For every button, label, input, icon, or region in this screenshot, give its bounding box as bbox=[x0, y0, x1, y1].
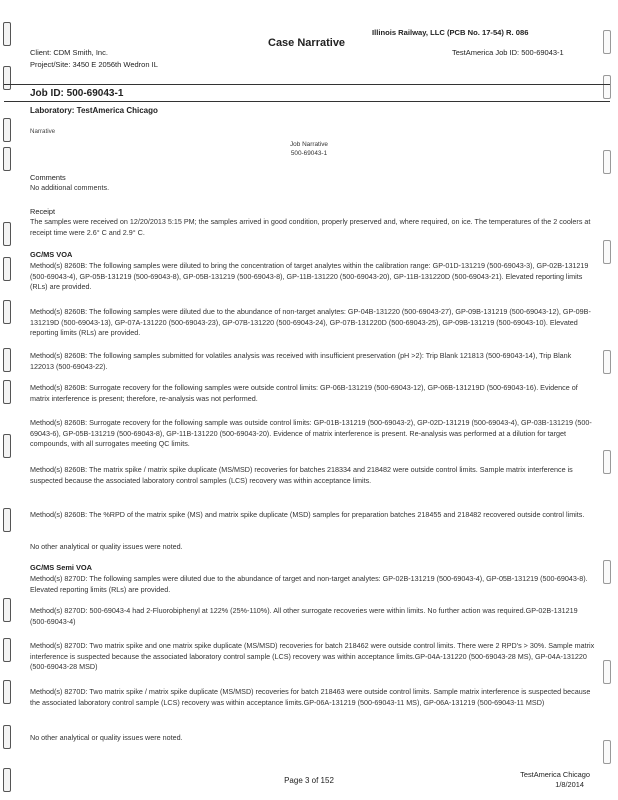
binder-tab bbox=[3, 257, 11, 281]
semi-paragraph-2: Method(s) 8270D: 500-69043-4 had 2-Fluorobiphenyl at 122% (25%-110%). All other surrogate recoveries were within limits. No further action was required.GP-02B-131219 (500-69043-4) bbox=[30, 606, 578, 626]
divider bbox=[4, 84, 610, 85]
client-line: Client: CDM Smith, Inc. bbox=[30, 48, 108, 57]
receipt-text: The samples were received on 12/20/2013 5:15 PM; the samples arrived in good condition, properly preserved and, where required, on ice. The temperatures of the 2 coolers at receipt time were 2.6° C and 2.9° C. bbox=[30, 217, 591, 237]
binder-tab bbox=[603, 560, 611, 584]
voa-paragraph-5: Method(s) 8260B: Surrogate recovery for the following sample was outside control limits: GP-01B-131219 (500-69043-2), GP-02D-131219 (500-69043-4), GP-03B-131219 (500-69043-6), GP-05B-131219 (500-69043-8), GP-11B-131220 (500-69043-20). Evidence of matrix interference is present. Re-analysis was performed at a dilution for target compounds, with all surrogates meeting QC limits. bbox=[30, 418, 592, 449]
page-title: Case Narrative bbox=[268, 37, 346, 49]
voa-closing: No other analytical or quality issues were noted. bbox=[30, 542, 183, 551]
binder-tab bbox=[603, 30, 611, 54]
job-narrative-number: 500-69043-1 bbox=[290, 150, 328, 157]
binder-tab bbox=[3, 638, 11, 662]
semi-closing: No other analytical or quality issues were noted. bbox=[30, 733, 183, 742]
binder-tab bbox=[3, 434, 11, 458]
semi-paragraph-1: Method(s) 8270D: The following samples were diluted due to the abundance of target and non-target analytes: GP-02B-131219 (500-69043-4), GP-05B-131219 (500-69043-8). Elevated reporting limits (RLs) are provided. bbox=[30, 574, 588, 594]
binder-tab bbox=[3, 725, 11, 749]
binder-tab bbox=[603, 450, 611, 474]
binder-tab bbox=[3, 680, 11, 704]
page-number: Page 3 of 152 bbox=[284, 776, 334, 785]
voa-paragraph-1: Method(s) 8260B: The following samples were diluted to bring the concentration of target analytes within the calibration range: GP-01D-131219 (500-69043-3), GP-02B-131219 (500-69043-4), GP-05B-131219 (500-69043-8), GP-05B-131219 (500-69043-8), GP-11B-131220 (500-69043-20), GP-11B-131220D (500-69043-21). Elevated reporting limits (RLs) are provided. bbox=[30, 261, 589, 292]
laboratory-heading: Laboratory: TestAmerica Chicago bbox=[30, 106, 158, 115]
binder-tab bbox=[603, 240, 611, 264]
voa-paragraph-4: Method(s) 8260B: Surrogate recovery for the following samples were outside control limits: GP-06B-131219 (500-69043-12), GP-06B-131219D (500-69043-16). Evidence of matrix interference is present; therefore, re-analysis was not performed. bbox=[30, 383, 578, 403]
binder-tab bbox=[3, 222, 11, 246]
report-reference: Illinois Railway, LLC (PCB No. 17-54) R. 086 bbox=[372, 28, 529, 37]
voa-paragraph-6: Method(s) 8260B: The matrix spike / matrix spike duplicate (MS/MSD) recoveries for batches 218334 and 218482 were outside control limits. Sample matrix interference is suspected because the associated laboratory control samples (LCS) recovery was within acceptance limits. bbox=[30, 465, 573, 485]
lab-job-id: TestAmerica Job ID: 500-69043-1 bbox=[452, 48, 564, 57]
narrative-label: Narrative bbox=[30, 128, 56, 135]
voa-paragraph-2: Method(s) 8260B: The following samples were diluted due to the abundance of non-target analytes: GP-04B-131220 (500-69043-27), GP-09B-131219 (500-69043-12), GP-09B-131219D (500-69043-13), GP-07A-131220 (500-69043-23), GP-07B-131220 (500-69043-24), GP-07B-131220D (500-69043-25), GP-09B-131219 (500-69043-10). Elevated reporting limits (RLs) are provided. bbox=[30, 307, 591, 338]
binder-tab bbox=[603, 740, 611, 764]
job-id-heading: Job ID: 500-69043-1 bbox=[30, 88, 124, 99]
binder-tab bbox=[3, 118, 11, 142]
binder-tab bbox=[603, 350, 611, 374]
voa-paragraph-3: Method(s) 8260B: The following samples submitted for volatiles analysis was received with insufficient preservation (pH >2): Trip Blank 121813 (500-69043-14), Trip Blank 122013 (500-69043-22). bbox=[30, 351, 572, 371]
binder-tab bbox=[3, 598, 11, 622]
binder-tab bbox=[603, 75, 611, 99]
gcms-semi-voa-heading: GC/MS Semi VOA bbox=[30, 563, 93, 572]
binder-tab bbox=[3, 300, 11, 324]
project-line: Project/Site: 3450 E 2056th Wedron IL bbox=[30, 60, 158, 69]
binder-tab bbox=[3, 22, 11, 46]
binder-tab bbox=[3, 508, 11, 532]
semi-paragraph-4: Method(s) 8270D: Two matrix spike / matrix spike duplicate (MS/MSD) recoveries for batch 218463 were outside control limits. Sample matrix interference is suspected because the associated laboratory control sample (LCS) recovery was within acceptance limits.GP-06A-131219 (500-69043-11 MS), GP-06A-131219 (500-69043-11 MSD) bbox=[30, 687, 591, 707]
binder-tab bbox=[3, 348, 11, 372]
divider bbox=[4, 101, 610, 102]
binder-tab bbox=[3, 66, 11, 90]
binder-tab bbox=[603, 660, 611, 684]
comments-heading: Comments bbox=[30, 173, 66, 182]
footer-date: 1/8/2014 bbox=[555, 780, 584, 789]
comments-text: No additional comments. bbox=[30, 183, 110, 192]
voa-paragraph-7: Method(s) 8260B: The %RPD of the matrix spike (MS) and matrix spike duplicate (MSD) samples for preparation batches 218455 and 218482 recovered outside control limits. bbox=[30, 510, 585, 519]
gcms-voa-heading: GC/MS VOA bbox=[30, 250, 73, 259]
semi-paragraph-3: Method(s) 8270D: Two matrix spike and one matrix spike duplicate (MS/MSD) recoveries for batch 218462 were outside control limits. There were 2 RPD's > 30%. Sample matrix interference is suspected because the associated laboratory control sample (LCS) recovery was within acceptance limits.GP-04A-131220 (500-69043-28 MS), GP-04A-131220 (500-69043-28 MSD) bbox=[30, 641, 595, 672]
job-narrative-title: Job Narrative bbox=[289, 141, 328, 148]
footer-company: TestAmerica Chicago bbox=[520, 770, 590, 779]
receipt-heading: Receipt bbox=[30, 207, 56, 216]
binder-tab bbox=[3, 380, 11, 404]
